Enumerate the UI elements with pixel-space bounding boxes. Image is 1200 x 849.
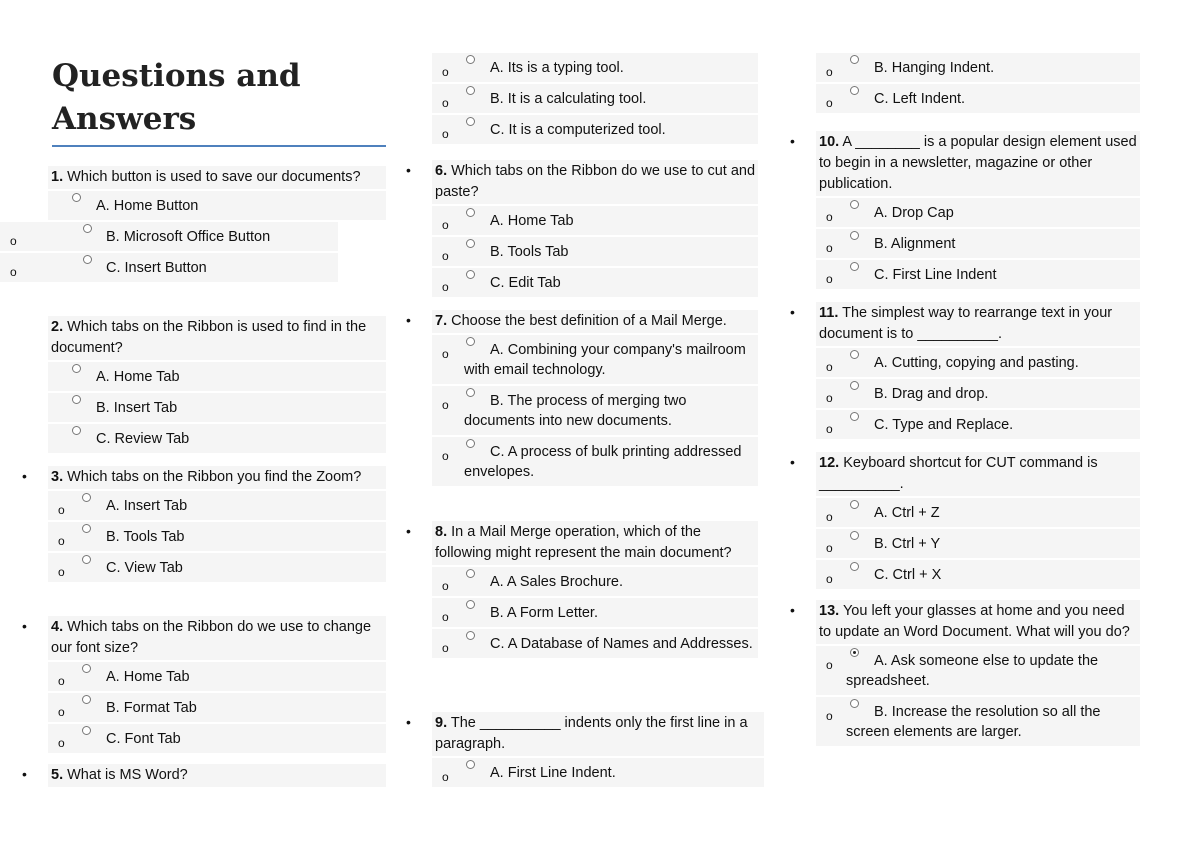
- bullet-icon: •: [790, 602, 795, 618]
- question-6: [406, 160, 758, 297]
- sub-bullet-icon: o: [442, 249, 449, 263]
- option-2c[interactable]: C. Review Tab: [48, 424, 386, 453]
- radio-button[interactable]: [466, 600, 475, 609]
- option-12b[interactable]: o B. Ctrl + Y: [816, 529, 1140, 558]
- sub-bullet-icon: o: [58, 705, 65, 719]
- option-9a[interactable]: o A. First Line Indent.: [432, 758, 764, 787]
- bullet-icon: •: [790, 454, 795, 470]
- radio-button[interactable]: [72, 193, 81, 202]
- radio-button[interactable]: [72, 395, 81, 404]
- radio-button[interactable]: [850, 200, 859, 209]
- option-4c[interactable]: o C. Font Tab: [48, 724, 386, 753]
- bullet-icon: •: [406, 523, 411, 539]
- option-9b[interactable]: o B. Hanging Indent.: [816, 53, 1140, 82]
- bullet-icon: •: [790, 133, 795, 149]
- radio-button[interactable]: [466, 631, 475, 640]
- bullet-icon: •: [22, 766, 27, 782]
- option-11a[interactable]: o A. Cutting, copying and pasting.: [816, 348, 1140, 377]
- option-13a[interactable]: o A. Ask someone else to update the spreadsheet.: [816, 646, 1140, 695]
- bullet-icon: •: [22, 618, 27, 634]
- radio-button[interactable]: [82, 493, 91, 502]
- radio-button[interactable]: [850, 500, 859, 509]
- question-8: [406, 521, 758, 658]
- sub-bullet-icon: o: [826, 709, 833, 723]
- radio-button[interactable]: [72, 364, 81, 373]
- question-7: [406, 310, 758, 486]
- bullet-icon: •: [406, 162, 411, 178]
- question-text: 11. The simplest way to rearrange text in your document is to __________.: [816, 302, 1140, 346]
- option-13b[interactable]: o B. Increase the resolution so all the screen elements are larger.: [816, 697, 1140, 746]
- question-text: 1. Which button is used to save our documents?: [48, 166, 386, 189]
- sub-bullet-icon: o: [10, 234, 17, 248]
- radio-button[interactable]: [466, 337, 475, 346]
- radio-button[interactable]: [466, 239, 475, 248]
- question-text: 10. A ________ is a popular design element used to begin in a newsletter, magazine or other publication.: [816, 131, 1140, 196]
- sub-bullet-icon: o: [442, 96, 449, 110]
- question-text: 6. Which tabs on the Ribbon do we use to cut and paste?: [432, 160, 758, 204]
- option-6a[interactable]: o A. Home Tab: [432, 206, 758, 235]
- question-4: [22, 616, 386, 753]
- option-8a[interactable]: o A. A Sales Brochure.: [432, 567, 758, 596]
- radio-button[interactable]: [466, 270, 475, 279]
- radio-button[interactable]: [83, 255, 92, 264]
- radio-button[interactable]: [466, 760, 475, 769]
- radio-button-selected[interactable]: [850, 648, 859, 657]
- option-5a[interactable]: o A. Its is a typing tool.: [432, 53, 758, 82]
- option-9c[interactable]: o C. Left Indent.: [816, 84, 1140, 113]
- question-9: [406, 712, 764, 787]
- radio-button[interactable]: [82, 664, 91, 673]
- radio-button[interactable]: [850, 562, 859, 571]
- sub-bullet-icon: o: [826, 241, 833, 255]
- radio-button[interactable]: [850, 86, 859, 95]
- radio-button[interactable]: [466, 388, 475, 397]
- option-1c[interactable]: o C. Insert Button: [0, 253, 338, 282]
- bullet-icon: •: [406, 714, 411, 730]
- option-3c[interactable]: o C. View Tab: [48, 553, 386, 582]
- question-5: [22, 764, 386, 787]
- radio-button[interactable]: [82, 555, 91, 564]
- option-4b[interactable]: o B. Format Tab: [48, 693, 386, 722]
- radio-button[interactable]: [82, 524, 91, 533]
- option-8c[interactable]: o C. A Database of Names and Addresses.: [432, 629, 758, 658]
- radio-button[interactable]: [850, 262, 859, 271]
- sub-bullet-icon: o: [826, 510, 833, 524]
- question-2: [48, 316, 386, 453]
- question-text: 2. Which tabs on the Ribbon is used to find in the document?: [48, 316, 386, 360]
- option-2b[interactable]: B. Insert Tab: [48, 393, 386, 422]
- sub-bullet-icon: o: [442, 579, 449, 593]
- question-5-options: [432, 51, 758, 144]
- sub-bullet-icon: o: [58, 736, 65, 750]
- sub-bullet-icon: o: [442, 641, 449, 655]
- question-text: 13. You left your glasses at home and you need to update an Word Document. What will you do?: [816, 600, 1140, 644]
- bullet-icon: •: [22, 468, 27, 484]
- option-1b[interactable]: o B. Microsoft Office Button: [0, 222, 338, 251]
- radio-button[interactable]: [82, 726, 91, 735]
- option-10c[interactable]: o C. First Line Indent: [816, 260, 1140, 289]
- radio-button[interactable]: [466, 208, 475, 217]
- radio-button[interactable]: [466, 439, 475, 448]
- radio-button[interactable]: [466, 86, 475, 95]
- question-1: [10, 166, 386, 282]
- radio-button[interactable]: [850, 531, 859, 540]
- option-5b[interactable]: o B. It is a calculating tool.: [432, 84, 758, 113]
- sub-bullet-icon: o: [442, 398, 449, 412]
- option-4a[interactable]: o A. Home Tab: [48, 662, 386, 691]
- option-11c[interactable]: o C. Type and Replace.: [816, 410, 1140, 439]
- question-10: [790, 131, 1140, 289]
- radio-button[interactable]: [850, 412, 859, 421]
- sub-bullet-icon: o: [442, 347, 449, 361]
- radio-button[interactable]: [850, 55, 859, 64]
- sub-bullet-icon: o: [826, 96, 833, 110]
- sub-bullet-icon: o: [442, 127, 449, 141]
- radio-button[interactable]: [83, 224, 92, 233]
- sub-bullet-icon: o: [58, 674, 65, 688]
- radio-button[interactable]: [850, 350, 859, 359]
- option-11b[interactable]: o B. Drag and drop.: [816, 379, 1140, 408]
- option-7c[interactable]: o C. A process of bulk printing addressed envelopes.: [432, 437, 758, 486]
- sub-bullet-icon: o: [58, 565, 65, 579]
- sub-bullet-icon: o: [442, 65, 449, 79]
- sub-bullet-icon: o: [826, 658, 833, 672]
- sub-bullet-icon: o: [826, 391, 833, 405]
- question-12: [790, 452, 1140, 589]
- sub-bullet-icon: o: [442, 770, 449, 784]
- option-3b[interactable]: o B. Tools Tab: [48, 522, 386, 551]
- question-text: 9. The __________ indents only the first line in a paragraph.: [432, 712, 764, 756]
- question-9-options: [816, 51, 1140, 113]
- option-12a[interactable]: o A. Ctrl + Z: [816, 498, 1140, 527]
- question-3: [22, 466, 386, 582]
- option-8b[interactable]: o B. A Form Letter.: [432, 598, 758, 627]
- option-1a[interactable]: A. Home Button: [48, 191, 386, 220]
- option-3a[interactable]: o A. Insert Tab: [48, 491, 386, 520]
- sub-bullet-icon: o: [826, 422, 833, 436]
- option-10a[interactable]: o A. Drop Cap: [816, 198, 1140, 227]
- option-6b[interactable]: o B. Tools Tab: [432, 237, 758, 266]
- page-title: Questions and Answers: [52, 55, 386, 147]
- sub-bullet-icon: o: [442, 280, 449, 294]
- radio-button[interactable]: [850, 231, 859, 240]
- option-10b[interactable]: o B. Alignment: [816, 229, 1140, 258]
- question-11: [790, 302, 1140, 439]
- sub-bullet-icon: o: [826, 210, 833, 224]
- bullet-icon: •: [790, 304, 795, 320]
- option-12c[interactable]: o C. Ctrl + X: [816, 560, 1140, 589]
- option-2a[interactable]: A. Home Tab: [48, 362, 386, 391]
- radio-button[interactable]: [82, 695, 91, 704]
- sub-bullet-icon: o: [442, 449, 449, 463]
- option-7b[interactable]: o B. The process of merging two documents into new documents.: [432, 386, 758, 435]
- question-text: 3. Which tabs on the Ribbon you find the Zoom?: [48, 466, 386, 489]
- radio-button[interactable]: [466, 55, 475, 64]
- sub-bullet-icon: o: [58, 534, 65, 548]
- sub-bullet-icon: o: [442, 610, 449, 624]
- question-text: 4. Which tabs on the Ribbon do we use to change our font size?: [48, 616, 386, 660]
- question-text: 7. Choose the best definition of a Mail Merge.: [432, 310, 758, 333]
- sub-bullet-icon: o: [826, 572, 833, 586]
- question-13: [790, 600, 1140, 746]
- question-text: 12. Keyboard shortcut for CUT command is __________.: [816, 452, 1140, 496]
- option-6c[interactable]: o C. Edit Tab: [432, 268, 758, 297]
- sub-bullet-icon: o: [826, 541, 833, 555]
- question-text: 5. What is MS Word?: [48, 764, 386, 787]
- radio-button[interactable]: [466, 117, 475, 126]
- option-5c[interactable]: o C. It is a computerized tool.: [432, 115, 758, 144]
- sub-bullet-icon: o: [442, 218, 449, 232]
- question-text: 8. In a Mail Merge operation, which of the following might represent the main document?: [432, 521, 758, 565]
- radio-button[interactable]: [850, 381, 859, 390]
- bullet-icon: •: [406, 312, 411, 328]
- sub-bullet-icon: o: [826, 272, 833, 286]
- radio-button[interactable]: [466, 569, 475, 578]
- radio-button[interactable]: [850, 699, 859, 708]
- radio-button[interactable]: [72, 426, 81, 435]
- option-7a[interactable]: o A. Combining your company's mailroom with email technology.: [432, 335, 758, 384]
- sub-bullet-icon: o: [826, 360, 833, 374]
- sub-bullet-icon: o: [58, 503, 65, 517]
- sub-bullet-icon: o: [10, 265, 17, 279]
- sub-bullet-icon: o: [826, 65, 833, 79]
